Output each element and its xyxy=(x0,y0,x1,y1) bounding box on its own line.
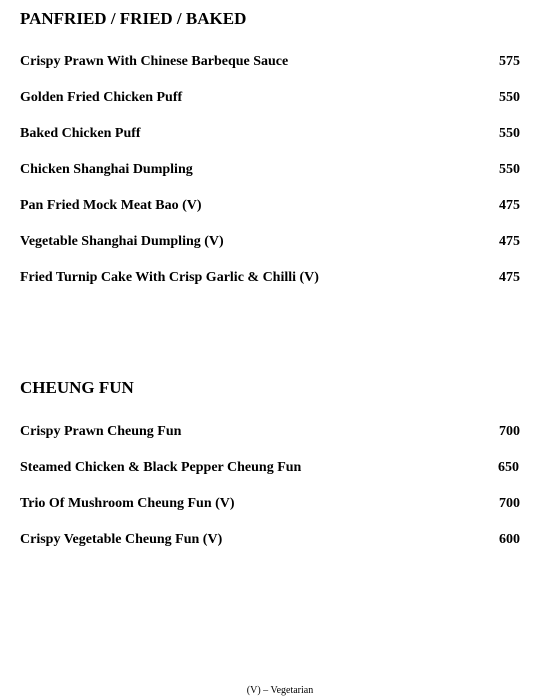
menu-item xyxy=(20,531,520,567)
menu-item-name: Baked Chicken Puff xyxy=(20,126,141,141)
menu-item-price: 700 xyxy=(499,496,520,511)
menu-item xyxy=(20,269,520,305)
menu-item-name: Crispy Prawn With Chinese Barbeque Sauce xyxy=(20,54,289,69)
menu-item-price: 650 xyxy=(498,460,519,475)
menu-item-price: 475 xyxy=(499,234,520,249)
menu-item-price: 475 xyxy=(499,198,520,213)
menu-item-price: 600 xyxy=(499,532,520,547)
menu-item-price: 575 xyxy=(499,54,520,69)
menu-item-price: 550 xyxy=(499,126,520,141)
menu-list-cheung-fun xyxy=(20,423,520,567)
menu-item-name: Pan Fried Mock Meat Bao (V) xyxy=(20,198,202,213)
menu-item xyxy=(20,161,520,197)
menu-item xyxy=(20,423,520,459)
menu-item-name: Trio Of Mushroom Cheung Fun (V) xyxy=(20,496,235,511)
menu-item-name: Crispy Prawn Cheung Fun xyxy=(20,424,182,439)
menu-item-name: Fried Turnip Cake With Crisp Garlic & Chilli (V) xyxy=(20,270,319,285)
menu-item xyxy=(20,53,520,89)
menu-item-name: Chicken Shanghai Dumpling xyxy=(20,162,193,177)
menu-item-name: Vegetable Shanghai Dumpling (V) xyxy=(20,234,224,249)
menu-item xyxy=(20,89,520,125)
menu-item-price: 550 xyxy=(499,162,520,177)
menu-item-price: 550 xyxy=(499,90,520,105)
section-title-cheung-fun: CHEUNG FUN xyxy=(20,378,134,397)
menu-item xyxy=(20,233,520,269)
menu-item xyxy=(20,495,520,531)
menu-item xyxy=(20,197,520,233)
section-title-panfried: PANFRIED / FRIED / BAKED xyxy=(20,9,247,28)
menu-item-price: 700 xyxy=(499,424,520,439)
vegetarian-footnote: (V) – Vegetarian xyxy=(246,685,314,696)
menu-list-panfried xyxy=(20,53,520,305)
menu-item-name: Crispy Vegetable Cheung Fun (V) xyxy=(20,532,223,547)
menu-item xyxy=(20,125,520,161)
menu-item-price: 475 xyxy=(499,270,520,285)
menu-item xyxy=(20,459,520,495)
menu-item-name: Golden Fried Chicken Puff xyxy=(20,90,183,105)
menu-item-name: Steamed Chicken & Black Pepper Cheung Fun xyxy=(20,460,302,475)
